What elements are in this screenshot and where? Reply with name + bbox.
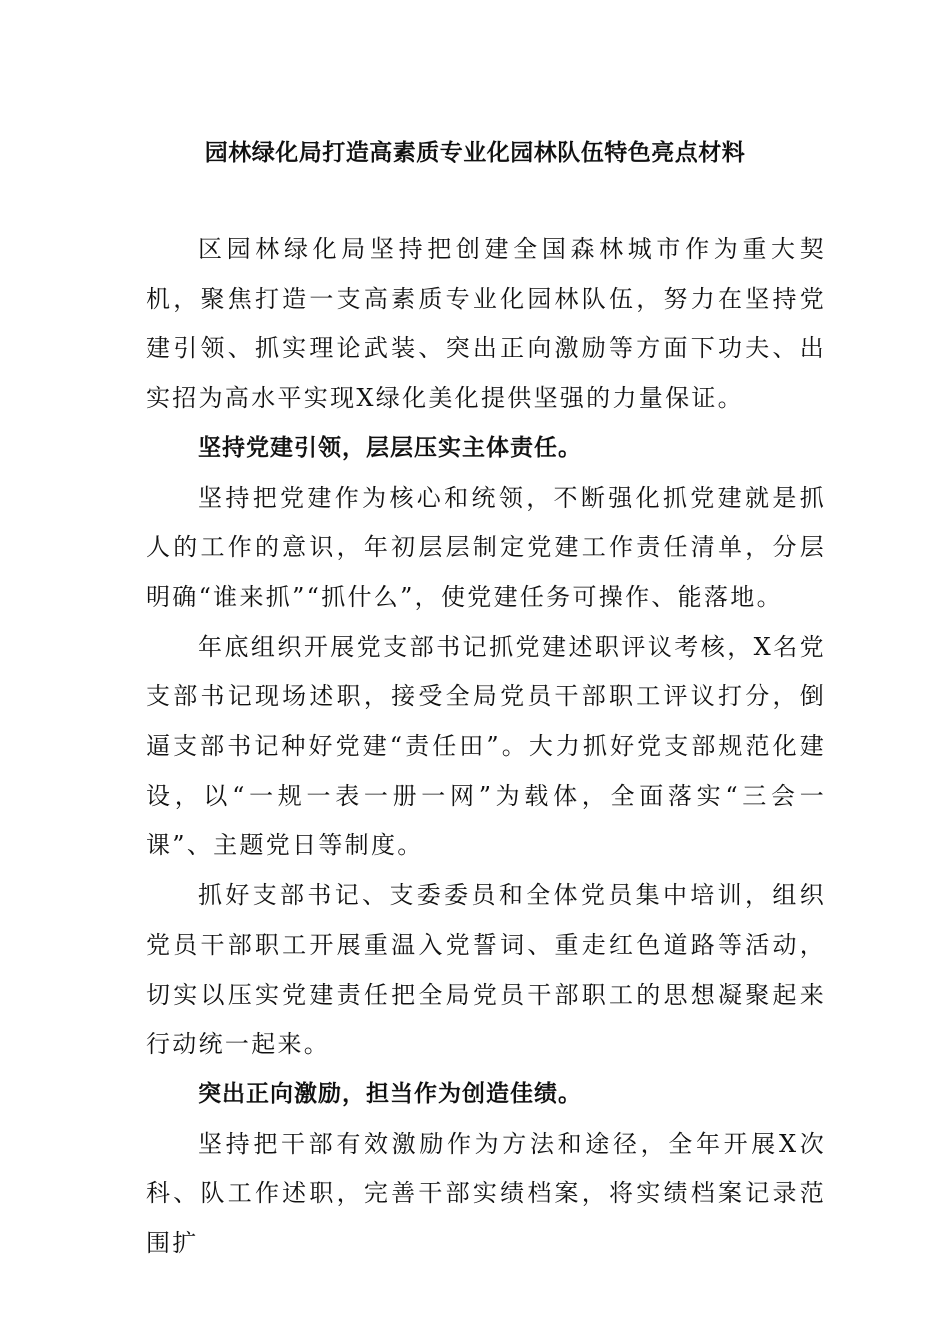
body-paragraph: 抓好支部书记、支委委员和全体党员集中培训，组织党员干部职工开展重温入党誓词、重走红色道路等活动，切实以压实党建责任把全局党员干部职工的思想凝聚起来行动统一起来。 <box>146 881 826 1059</box>
intro-paragraph: 区园林绿化局坚持把创建全国森林城市作为重大契机，聚焦打造一支高素质专业化园林队伍，努力在坚持党建引领、抓实理论武装、突出正向激励等方面下功夫、出实招为高水平实现X绿化美化提供坚强的力量保证。 <box>146 235 826 413</box>
document-title: 园林绿化局打造高素质专业化园林队伍特色亮点材料 <box>204 140 746 166</box>
section-heading-party-building: 坚持党建引领，层层压实主体责任。 <box>198 434 582 461</box>
body-paragraph: 坚持把干部有效激励作为方法和途径，全年开展X次科、队工作述职，完善干部实绩档案，将实绩档案记录范围扩 <box>146 1129 826 1258</box>
body-paragraph: 年底组织开展党支部书记抓党建述职评议考核，X名党支部书记现场述职，接受全局党员干部职工评议打分，倒逼支部书记种好党建“责任田”。大力抓好党支部规范化建设，以“一规一表一册一网”为载体，全面落实“三会一课”、主题党日等制度。 <box>146 632 826 860</box>
section-heading-incentives: 突出正向激励，担当作为创造佳绩。 <box>198 1080 582 1107</box>
body-paragraph: 坚持把党建作为核心和统领，不断强化抓党建就是抓人的工作的意识，年初层层制定党建工作责任清单，分层明确“谁来抓”“抓什么”，使党建任务可操作、能落地。 <box>146 483 826 611</box>
document-body <box>146 225 826 1269</box>
